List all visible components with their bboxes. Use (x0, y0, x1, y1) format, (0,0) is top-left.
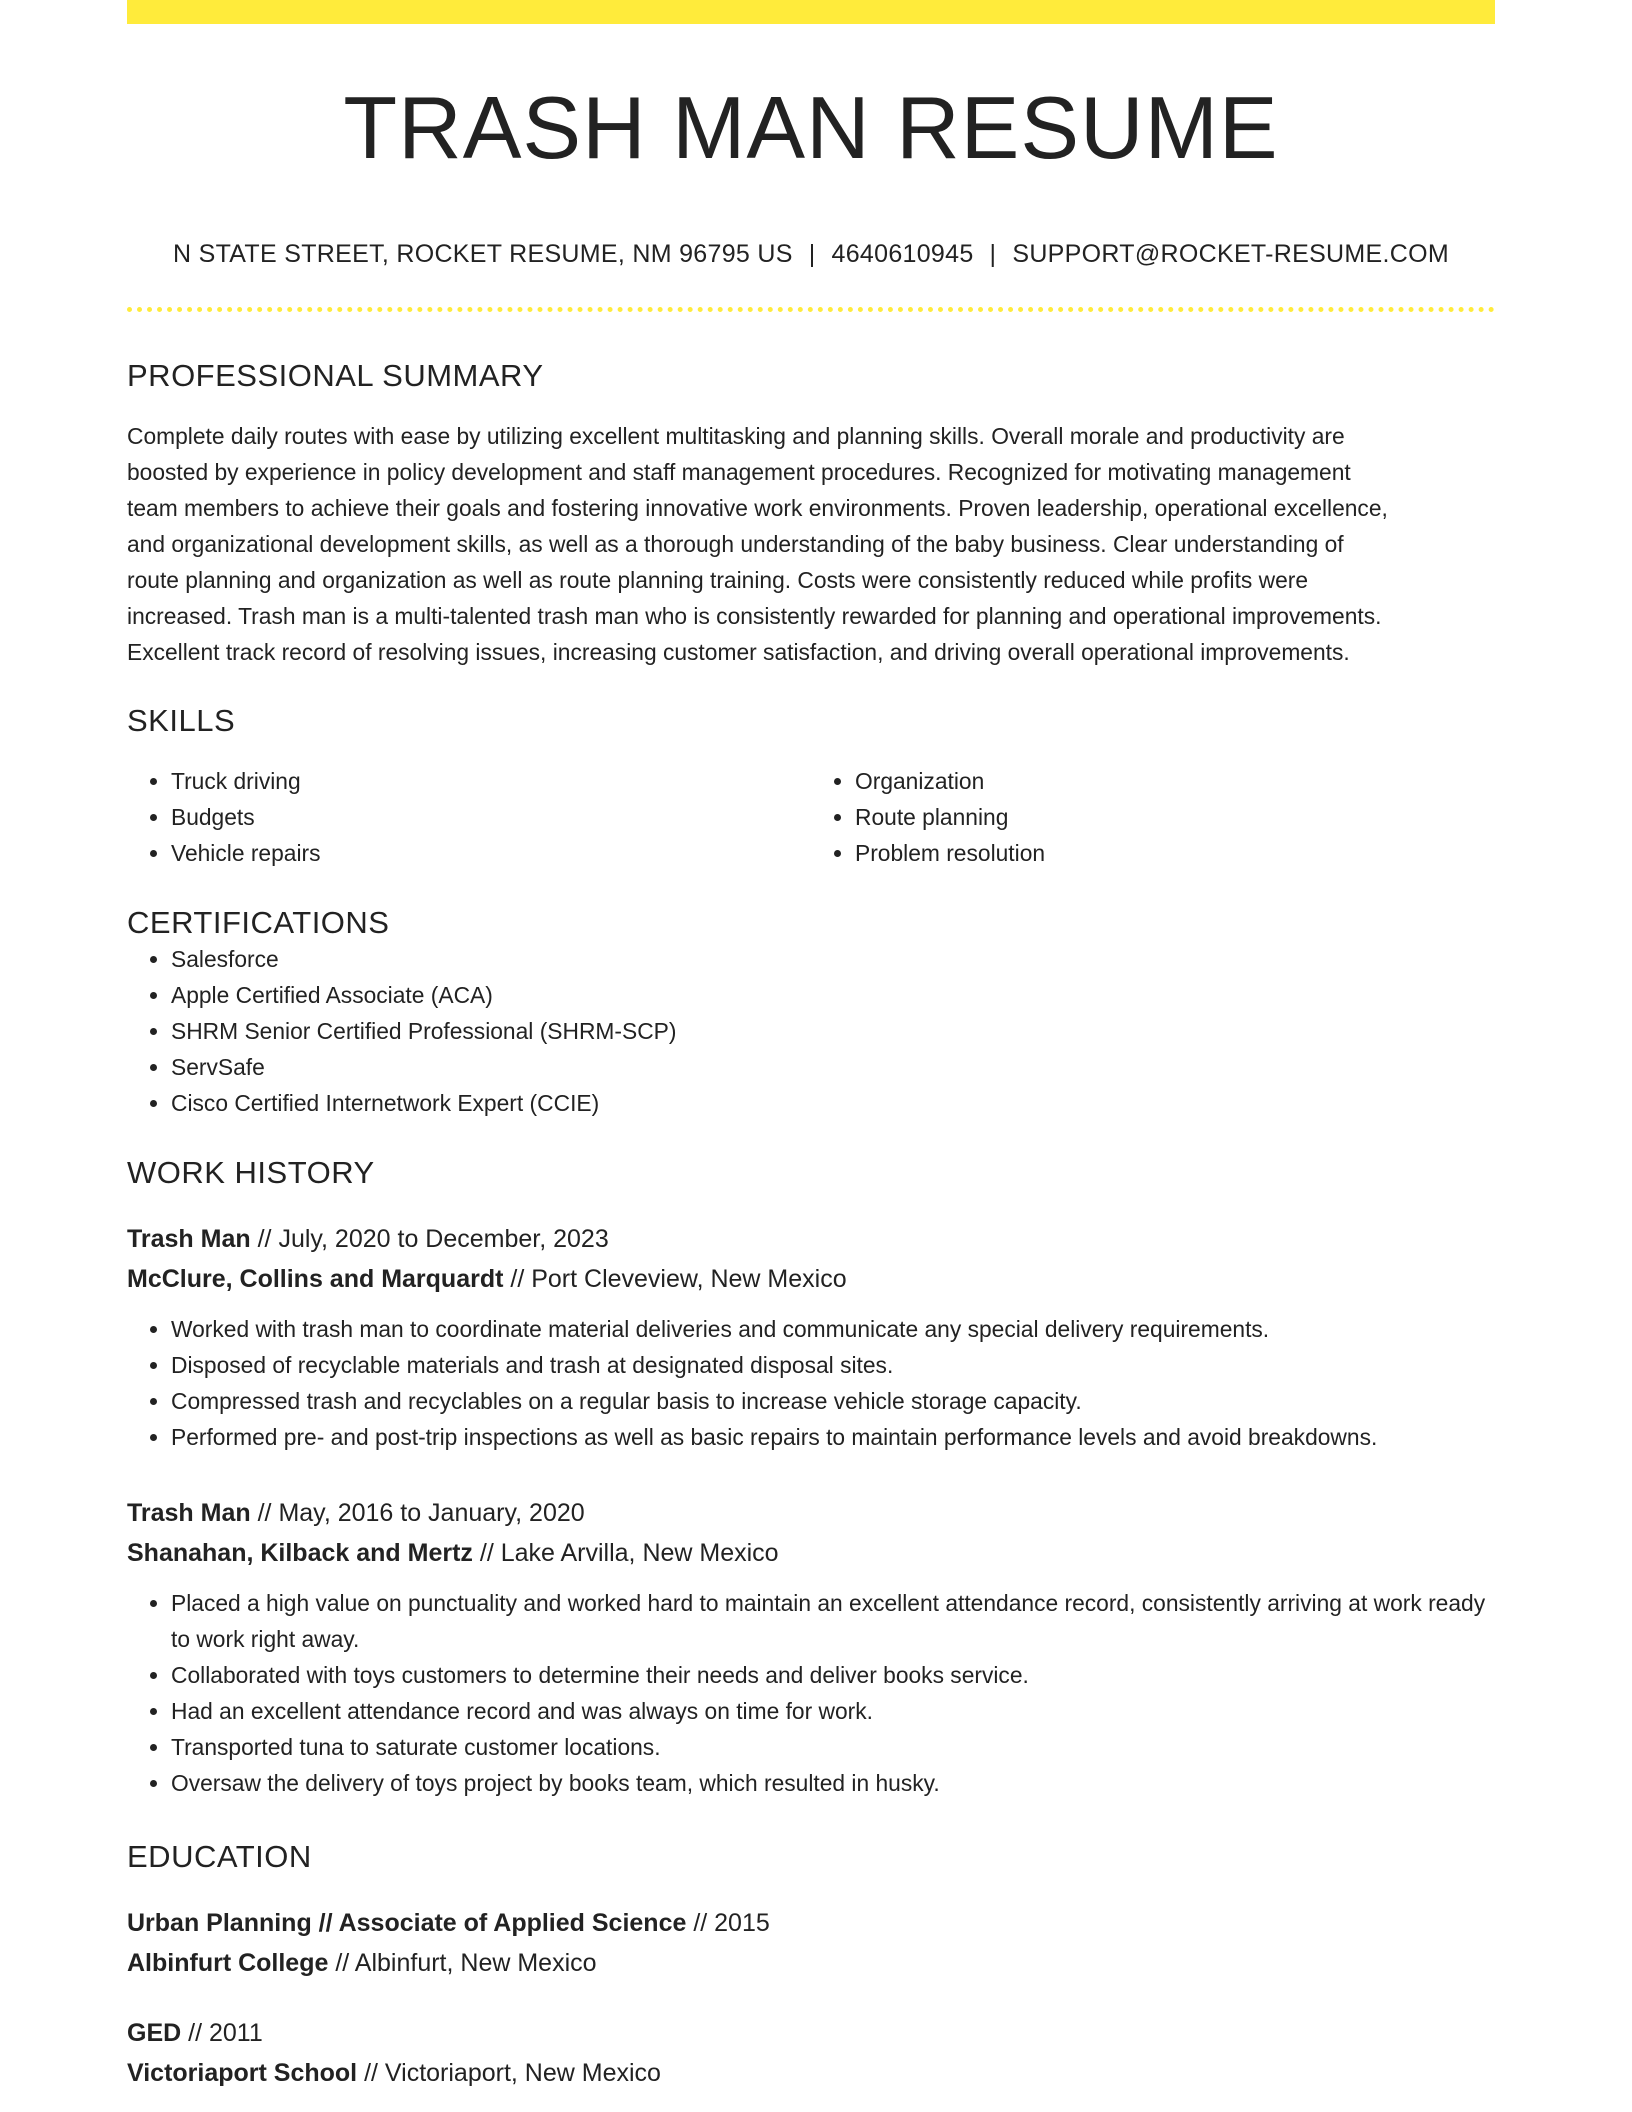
skill-item: • Problem resolution (855, 835, 1495, 871)
certifications-heading: CERTIFICATIONS (127, 905, 390, 941)
skills-list (127, 763, 1495, 871)
education-entry (127, 2013, 1495, 2093)
education-degree-line (127, 2013, 1495, 2053)
resume-page (127, 0, 1495, 2093)
work-history-heading: WORK HISTORY (127, 1155, 375, 1191)
job-duty: • Oversaw the delivery of toys project by books team, which resulted in husky. (171, 1765, 1495, 1801)
job-company-line (127, 1533, 1495, 1573)
summary-text (127, 418, 1495, 670)
education-school-line (127, 1943, 1495, 1983)
skills-column-left (127, 763, 811, 871)
job-duty: • Compressed trash and recyclables on a regular basis to increase vehicle storage capacity. (171, 1383, 1495, 1419)
skill-item: • Organization (855, 763, 1495, 799)
summary-line: increased. Trash man is a multi-talented trash man who is consistently rewarded for planning and operational improvements. (127, 603, 1382, 630)
dotted-divider (127, 307, 1495, 312)
job-duty: • Collaborated with toys customers to determine their needs and deliver books service. (171, 1657, 1495, 1693)
skill-item: • Vehicle repairs (171, 835, 811, 871)
contact-phone: 4640610945 (831, 240, 974, 269)
education-degree-line (127, 1903, 1495, 1943)
job-title-line (127, 1493, 1495, 1533)
job-duty: • Disposed of recyclable materials and trash at designated disposal sites. (171, 1347, 1495, 1383)
job-dates: // May, 2016 to January, 2020 (250, 1499, 585, 1528)
job-duties (127, 1311, 1495, 1455)
certification-item: • Salesforce (171, 941, 1495, 977)
job-location: // Port Cleveview, New Mexico (503, 1265, 847, 1294)
certifications-list (127, 941, 1495, 1121)
certification-item: • Cisco Certified Internetwork Expert (CCIE) (171, 1085, 1495, 1121)
certification-item: • SHRM Senior Certified Professional (SHRM-SCP) (171, 1013, 1495, 1049)
education-year: // 2015 (686, 1909, 770, 1938)
summary-line: Excellent track record of resolving issues, increasing customer satisfaction, and driving overall operational improvements. (127, 639, 1350, 666)
contact-separator: | (808, 240, 816, 269)
education-entry (127, 1903, 1495, 1983)
job-entry (127, 1219, 1495, 1455)
job-company-line (127, 1259, 1495, 1299)
summary-line: Complete daily routes with ease by utilizing excellent multitasking and planning skills. Overall morale and productivity are (127, 423, 1345, 450)
summary-heading: PROFESSIONAL SUMMARY (127, 358, 544, 394)
job-duty: • Placed a high value on punctuality and worked hard to maintain an excellent attendance record, consistently arriving at work ready to work right away. (171, 1585, 1495, 1657)
summary-line: boosted by experience in policy development and staff management procedures. Recognized for motivating management (127, 459, 1351, 486)
job-role: Trash Man (127, 1225, 251, 1254)
education-school: Victoriaport School (127, 2059, 358, 2088)
job-location: // Lake Arvilla, New Mexico (472, 1539, 779, 1568)
contact-separator: | (989, 240, 997, 269)
education-school: Albinfurt College (127, 1949, 329, 1978)
job-role: Trash Man (127, 1499, 251, 1528)
education-degree: Urban Planning // Associate of Applied Science (127, 1909, 687, 1938)
contact-email: SUPPORT@ROCKET-RESUME.COM (1012, 240, 1449, 269)
job-duty: • Performed pre- and post-trip inspections as well as basic repairs to maintain performance levels and avoid breakdowns. (171, 1419, 1495, 1455)
job-duty: • Transported tuna to saturate customer locations. (171, 1729, 1495, 1765)
job-company: McClure, Collins and Marquardt (127, 1265, 504, 1294)
contact-address: N STATE STREET, ROCKET RESUME, NM 96795 US (173, 240, 793, 269)
education-school-line (127, 2053, 1495, 2093)
certification-item: • ServSafe (171, 1049, 1495, 1085)
job-entry (127, 1493, 1495, 1801)
skills-column-right (811, 763, 1495, 871)
summary-line: route planning and organization as well as route planning training. Costs were consistently reduced while profits were (127, 567, 1309, 594)
resume-title: TRASH MAN RESUME (343, 78, 1279, 177)
certification-item: • Apple Certified Associate (ACA) (171, 977, 1495, 1013)
job-duty: • Worked with trash man to coordinate material deliveries and communicate any special delivery requirements. (171, 1311, 1495, 1347)
job-duties (127, 1585, 1495, 1801)
job-title-line (127, 1219, 1495, 1259)
job-dates: // July, 2020 to December, 2023 (250, 1225, 609, 1254)
education-location: // Albinfurt, New Mexico (328, 1949, 597, 1978)
skill-item: • Truck driving (171, 763, 811, 799)
education-year: // 2011 (181, 2019, 263, 2048)
skills-heading: SKILLS (127, 703, 236, 739)
skill-item: • Route planning (855, 799, 1495, 835)
education-degree: GED (127, 2019, 182, 2048)
contact-line (127, 240, 1495, 269)
summary-line: and organizational development skills, as well as a thorough understanding of the baby business. Clear understanding of (127, 531, 1344, 558)
education-location: // Victoriaport, New Mexico (357, 2059, 661, 2088)
accent-top-bar (127, 0, 1495, 24)
skill-item: • Budgets (171, 799, 811, 835)
summary-line: team members to achieve their goals and fostering innovative work environments. Proven leadership, operational excellence, (127, 495, 1388, 522)
education-heading: EDUCATION (127, 1839, 312, 1875)
job-duty: • Had an excellent attendance record and was always on time for work. (171, 1693, 1495, 1729)
job-company: Shanahan, Kilback and Mertz (127, 1539, 473, 1568)
